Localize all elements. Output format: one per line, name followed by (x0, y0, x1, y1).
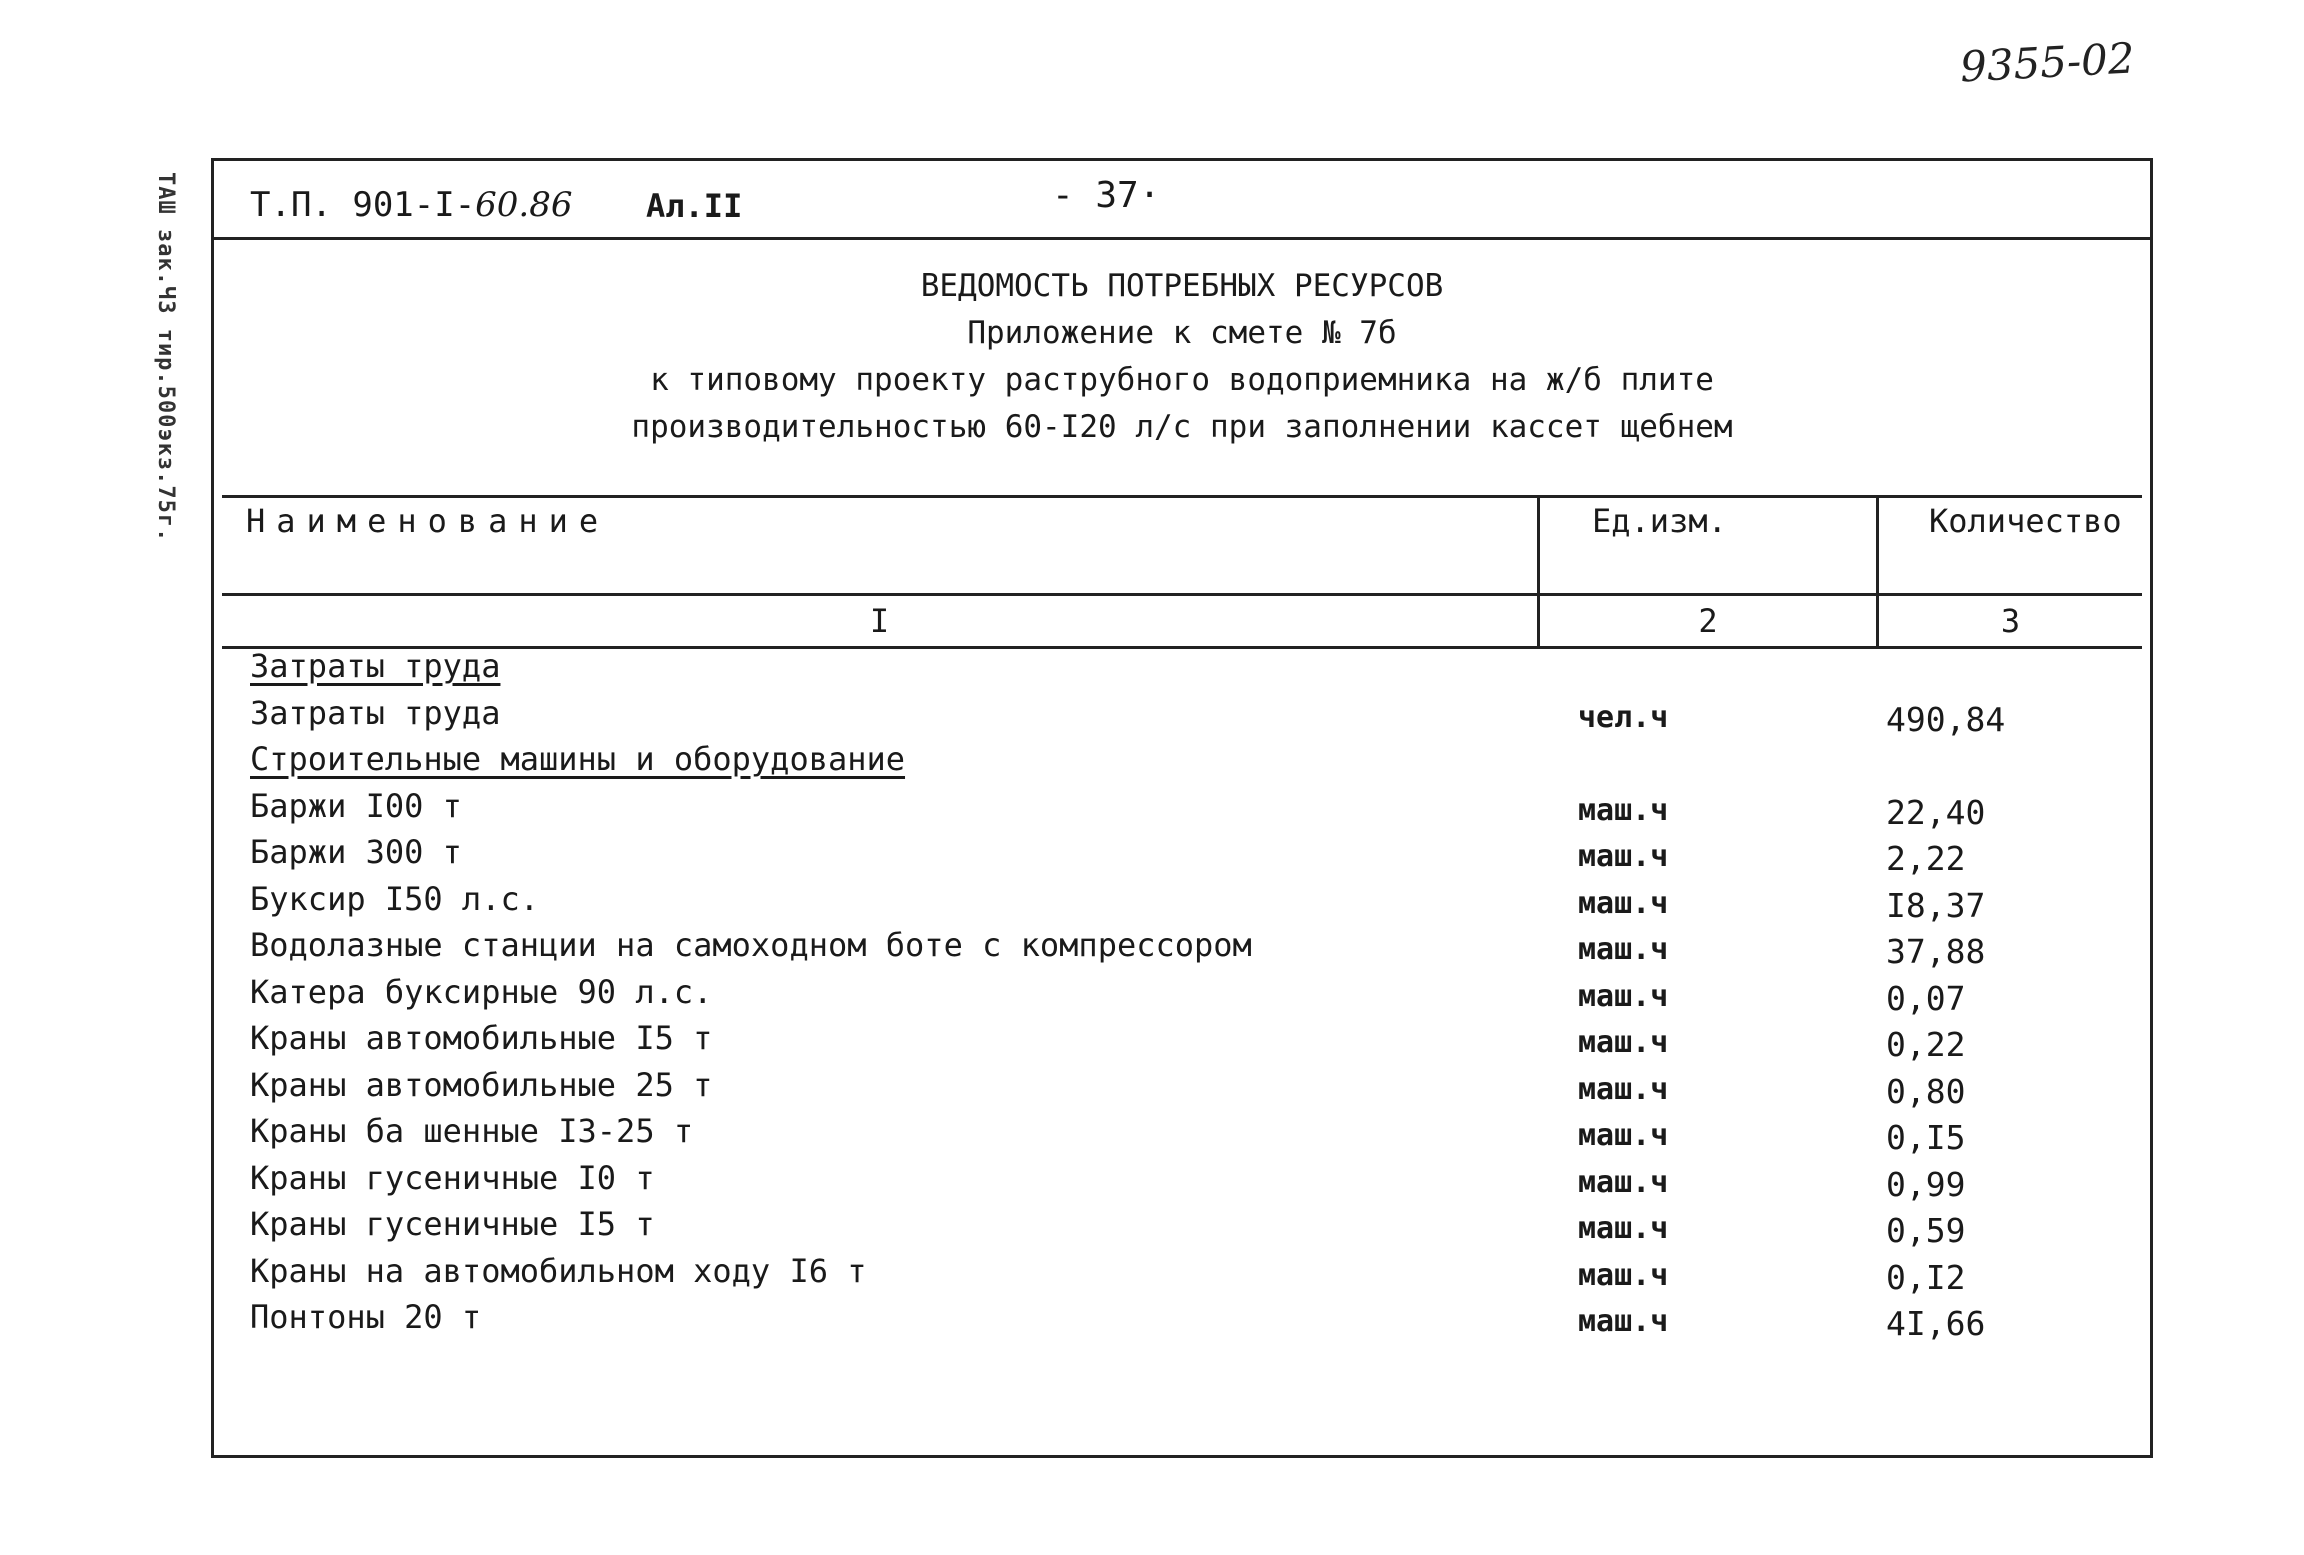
unit-cell: маш.ч (1578, 1304, 1669, 1339)
side-print-stamp: ТАШ зак.Ч3 тир.500экз.75г. (153, 172, 178, 543)
unit-cell: маш.ч (1578, 1118, 1669, 1153)
resource-name: Краны гусеничные I5 т (250, 1205, 655, 1243)
resource-name: Катера буксирные 90 л.с. (250, 972, 713, 1011)
title-line-2: Приложение к смете № 7б (967, 315, 1397, 351)
resource-name: Затраты труда (250, 647, 501, 685)
quantity-cell: 37,88 (1886, 932, 1986, 971)
unit-cell: чел.ч (1578, 699, 1669, 735)
title-line-3: к типовому проекту раструбного водоприемника на ж/б плите (650, 362, 1714, 398)
table-row (250, 1159, 2130, 1206)
quantity-cell: 0,59 (1886, 1211, 1966, 1250)
project-code-prefix: Т.П. 901-I- (250, 185, 476, 225)
unit-cell: маш.ч (1578, 1257, 1669, 1293)
document-header (214, 161, 2150, 240)
table-row (250, 1252, 2130, 1299)
table-row (250, 1112, 2130, 1159)
column-header-quantity: Количество (1878, 497, 2143, 595)
unit-cell: маш.ч (1578, 1164, 1669, 1200)
column-number-2: 2 (1539, 595, 1878, 648)
unit-cell: маш.ч (1578, 932, 1669, 967)
resource-name: Краны ба шенные I3-25 т (250, 1112, 694, 1150)
table-row (250, 1066, 2130, 1113)
handwritten-corner-note: 9355-02 (1958, 33, 2136, 92)
table-row (250, 926, 2130, 973)
resource-name: Буксир I50 л.с. (250, 879, 539, 918)
resource-name: Краны на автомобильном ходу I6 т (250, 1251, 867, 1290)
title-block (214, 263, 2150, 451)
quantity-cell: 0,22 (1886, 1025, 1966, 1064)
table-row (250, 880, 2130, 927)
resource-name: Краны автомобильные I5 т (250, 1019, 713, 1057)
table-row (250, 694, 2130, 741)
unit-cell: маш.ч (1578, 792, 1669, 828)
table-row (250, 787, 2130, 834)
resource-table-header (222, 495, 2142, 649)
resource-list (250, 647, 2130, 1345)
sheet-label: Ал.II (646, 187, 743, 225)
resource-name: Краны автомобильные 25 т (250, 1065, 713, 1104)
table-row (250, 833, 2130, 880)
table-row (250, 973, 2130, 1020)
quantity-cell: 0,80 (1886, 1071, 1966, 1111)
column-number-3: 3 (1878, 595, 2143, 648)
page-number: - 37· (1052, 175, 1161, 216)
table-row (250, 1298, 2130, 1345)
resource-name: Затраты труда (250, 693, 501, 732)
quantity-cell: 2,22 (1886, 839, 1966, 878)
unit-cell: маш.ч (1578, 1025, 1669, 1060)
quantity-cell: 22,40 (1886, 792, 1986, 832)
quantity-cell: 4I,66 (1886, 1304, 1986, 1343)
document-frame (211, 158, 2153, 1458)
column-number-1: I (222, 595, 1539, 648)
resource-name: Понтоны 20 т (250, 1298, 482, 1336)
resource-name: Баржи 300 т (250, 833, 462, 871)
quantity-cell: 0,07 (1886, 978, 1966, 1018)
section-heading-row (250, 740, 2130, 787)
table-row (250, 1205, 2130, 1252)
resource-name: Краны гусеничные I0 т (250, 1158, 655, 1197)
resource-name: Строительные машины и оборудование (250, 740, 906, 778)
resource-name: Водолазные станции на самоходном боте с компрессором (250, 926, 1252, 964)
project-code (250, 185, 573, 225)
title-line-4: производительностью 60-I20 л/с при заполнении кассет щебнем (631, 409, 1733, 445)
table-row (250, 1019, 2130, 1066)
quantity-cell: 0,I5 (1886, 1118, 1966, 1157)
column-header-unit: Ед.изм. (1539, 497, 1878, 595)
unit-cell: маш.ч (1578, 1071, 1669, 1107)
section-heading-row (250, 647, 2130, 694)
quantity-cell: 0,99 (1886, 1164, 1966, 1204)
column-header-name: Наименование (222, 497, 1539, 595)
quantity-cell: I8,37 (1886, 885, 1986, 925)
unit-cell: маш.ч (1578, 839, 1669, 874)
resource-name: Баржи I00 т (250, 786, 462, 825)
quantity-cell: 0,I2 (1886, 1257, 1966, 1297)
quantity-cell: 490,84 (1886, 699, 2006, 739)
project-code-handwritten: 60.86 (475, 185, 573, 225)
unit-cell: маш.ч (1578, 885, 1669, 921)
unit-cell: маш.ч (1578, 1211, 1669, 1246)
unit-cell: маш.ч (1578, 978, 1669, 1014)
title-line-1: ВЕДОМОСТЬ ПОТРЕБНЫХ РЕСУРСОВ (920, 268, 1444, 304)
